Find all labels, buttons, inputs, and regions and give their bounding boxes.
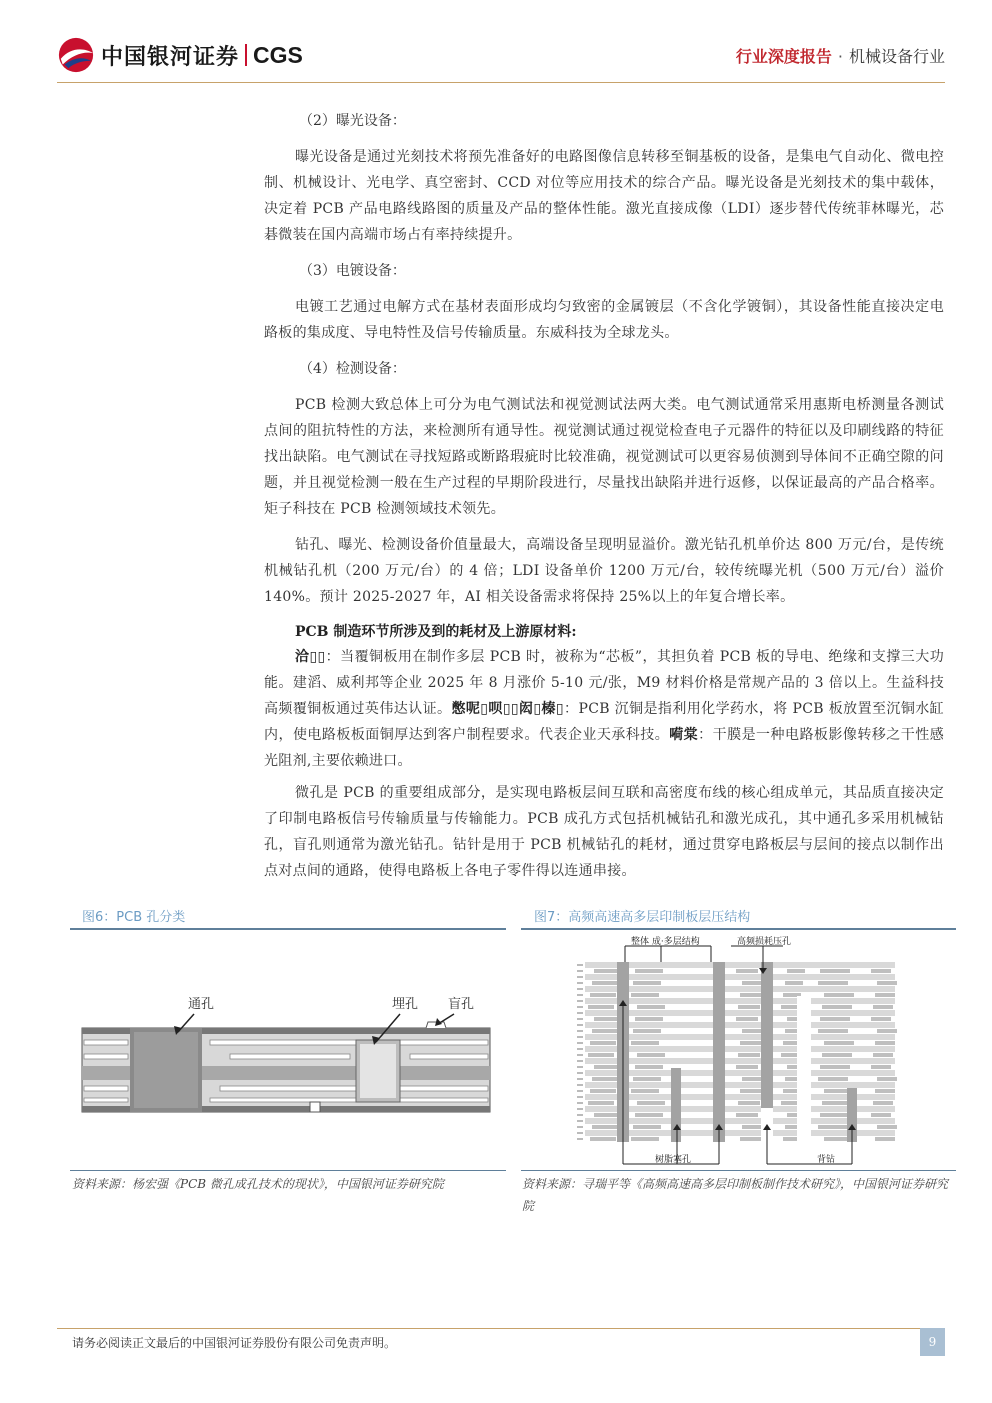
copper-trace (877, 1125, 897, 1129)
bottom-label-1: 树脂塞孔 (655, 1155, 692, 1165)
through-hole-label: 通孔 (188, 997, 215, 1012)
layer-tick (577, 1061, 583, 1062)
copper-trace (637, 1005, 665, 1009)
figure-7-title: 图7：高频高速高多层印制板层压结构 (534, 910, 751, 925)
layer-tick (577, 1085, 583, 1086)
lamination-band (585, 962, 895, 968)
copper-trace (635, 1065, 663, 1069)
copper-trace (631, 1137, 659, 1141)
lamination-band (585, 980, 895, 986)
layer-tick (577, 1013, 583, 1014)
layer-tick-labels (577, 965, 583, 1140)
layer-tick (577, 1133, 583, 1134)
figure-6-source: 资料来源：杨宏强《PCB 微孔成孔技术的现状》，中国银河证券研究院 (72, 1177, 444, 1191)
buried-hole-label: 埋孔 (392, 997, 419, 1012)
copper-trace (740, 1041, 762, 1045)
page-number: 9 (920, 1328, 945, 1356)
copper-trace (781, 1053, 799, 1057)
layer-tick (577, 1121, 583, 1122)
figure-7-bottom-rule (521, 1170, 956, 1171)
copper-trace (818, 1125, 848, 1129)
copper-trace (590, 1089, 616, 1093)
layer-tick (577, 1103, 583, 1104)
copper-trace (631, 993, 659, 997)
copper-trace (873, 1101, 893, 1105)
logo-divider (245, 44, 247, 66)
layer-tick (577, 1139, 583, 1140)
lamination-band (585, 1058, 895, 1064)
material-label-copper: 憋呢▯呗▯▯闳▯榛▯ (451, 701, 564, 717)
layer-tick (577, 965, 583, 966)
lamination-band (585, 1010, 895, 1016)
layer-tick (577, 983, 583, 984)
copper-trace (637, 1101, 665, 1105)
paragraph-materials (264, 644, 944, 774)
lamination-band (585, 1034, 895, 1040)
disclaimer-notice: 请务必阅读正文最后的中国银河证券股份有限公司免责声明。 (72, 1336, 397, 1350)
copper-trace (592, 1029, 618, 1033)
copper-trace (871, 1017, 891, 1021)
layer-tick (577, 1109, 583, 1110)
copper-trace (736, 1113, 758, 1117)
layer-tick (577, 989, 583, 990)
figure-6-top-rule (70, 928, 506, 930)
copper-trace (824, 1041, 854, 1045)
copper-trace (738, 1053, 760, 1057)
layer-tick (577, 1025, 583, 1026)
copper-trace (875, 1089, 895, 1093)
layer-tick (577, 1127, 583, 1128)
high-frequency-via (761, 962, 773, 1108)
copper-trace (740, 1137, 762, 1141)
copper-trace (873, 1005, 893, 1009)
copper-trace (631, 1041, 659, 1045)
brand-logo (57, 36, 303, 74)
layer-tick (577, 1049, 583, 1050)
copper-trace (635, 1017, 663, 1021)
top-label-1: 整体 成·多层结构 (631, 937, 700, 947)
layer-tick (577, 1097, 583, 1098)
material-label-ccl: 洽▯▯ (295, 649, 326, 665)
footer-divider (57, 1328, 945, 1329)
copper-trace (871, 1113, 891, 1117)
bottom-pad (310, 1102, 320, 1112)
copper-trace (781, 1005, 799, 1009)
layer-tick (577, 1031, 583, 1032)
copper-trace (818, 981, 848, 985)
figure-7-source: 资料来源：寻瑞平等《高频高速高多层印制板制作技术研究》，中国银河证券研究院 (522, 1177, 949, 1213)
top-label-2: 高频损耗压孔 (737, 937, 792, 947)
copper-trace (820, 1065, 850, 1069)
copper-trace (736, 1017, 758, 1021)
copper-trace (594, 1113, 620, 1117)
copper-trace (871, 969, 891, 973)
pcb-lamination-structure-diagram (521, 932, 956, 1168)
copper-trace (787, 969, 805, 973)
copper-trace (871, 1065, 891, 1069)
copper-trace (820, 1113, 850, 1117)
copper-trace (740, 1089, 762, 1093)
copper-trace (742, 1029, 764, 1033)
layer-tick (577, 1073, 583, 1074)
lamination-band (585, 986, 895, 992)
copper-trace (592, 1125, 618, 1129)
lamination-band (585, 1076, 895, 1082)
material-text-copper: ：PCB 沉铜是指利用化学药水，将 PCB 板放置至沉铜水缸内，使电路板板面铜厚达到客户制程要求。代表企业天承科技。 (264, 701, 944, 743)
layer-tick (577, 1007, 583, 1008)
copper-trace (736, 1065, 758, 1069)
lamination-band (585, 998, 895, 1004)
copper-trace (592, 981, 618, 985)
paragraph-plating: 电镀工艺通过电解方式在基材表面形成均匀致密的金属镀层（不含化学镀铜），其设备性能直接决定电路板的集成度、导电特性及信号传输质量。东威科技为全球龙头。 (264, 299, 944, 341)
paragraph-equipment-value: 钻孔、曝光、检测设备价值量最大，高端设备呈现明显溢价。激光钻孔机单价达 800 万元/台，是传统机械钻孔机（200 万元/台）的 4 倍；LDI 设备单价 1200 万元/台，较传统曝光机（500 万元/台）溢价 140%。预计 2025-2027 年，AI 相关设备需求将保持 25%以上的年复合增长率。 (264, 537, 944, 605)
lamination-band (585, 1028, 895, 1034)
lamination-band (585, 1070, 895, 1076)
figure-7-top-rule (521, 928, 956, 930)
layer-tick (577, 1067, 583, 1068)
copper-trace (594, 1065, 620, 1069)
lamination-band (585, 1082, 895, 1088)
header-separator: · (837, 47, 843, 66)
materials-heading: PCB 制造环节所涉及到的耗材及上游原材料: (295, 624, 577, 640)
paragraph-exposure: 曝光设备是通过光刻技术将预先准备好的电路图像信息转移至铜基板的设备，是集电气自动化、微电控制、机械设计、光电学、真空密封、CCD 对位等应用技术的综合产品。曝光设备是光刻技术的集中载体，决定着 PCB 产品电路线路图的质量及产品的整体性能。激光直接成像（LDI）逐步替代传统菲林曝光，芯碁微装在国内高端市场占有率持续提升。 (264, 149, 944, 243)
copper-trace (873, 1053, 893, 1057)
layer-tick (577, 1037, 583, 1038)
copper-trace (590, 993, 616, 997)
copper-trace (822, 1053, 852, 1057)
copper-trace (594, 969, 620, 973)
layer-tick (577, 995, 583, 996)
copper-trace (740, 993, 762, 997)
copper-trace (818, 1029, 848, 1033)
through-hole-fill (134, 1032, 198, 1108)
backdrill-hole (797, 996, 811, 1142)
figure-6-bottom-rule (70, 1170, 506, 1171)
copper-trace (820, 1017, 850, 1021)
copper-trace (785, 981, 803, 985)
copper-trace (635, 969, 663, 973)
subheading-plating: （3）电镀设备： (299, 263, 406, 279)
copper-trace (820, 969, 850, 973)
lamination-band (585, 1046, 895, 1052)
resin-plug-via (713, 962, 725, 1142)
pcb-hole-classification-diagram (70, 932, 506, 1168)
copper-trace (637, 1053, 665, 1057)
buried-hole-fill (360, 1044, 396, 1098)
figure-6-title: 图6：PCB 孔分类 (82, 910, 186, 925)
report-type-label: 行业深度报告 (735, 47, 832, 66)
copper-trace (631, 1089, 659, 1093)
copper-trace (738, 1005, 760, 1009)
copper-trace (818, 1077, 848, 1081)
material-label-dryfilm: 嗬棠 (669, 727, 699, 743)
logo-chinese-name: 中国银河证券 (101, 44, 240, 70)
layer-tick (577, 971, 583, 972)
copper-trace (633, 981, 661, 985)
galaxy-logo-icon (57, 36, 95, 74)
copper-trace (635, 1113, 663, 1117)
copper-trace (633, 1077, 661, 1081)
logo-english-name: CGS (253, 41, 303, 68)
paragraph-microvia: 微孔是 PCB 的重要组成部分，是实现电路板层间互联和高密度布线的核心组成单元，其品质直接决定了印制电路板信号传输质量与传输能力。PCB 成孔方式包括机械钻孔和激光成孔，其中通孔多采用机械钻孔，盲孔则通常为激光钻孔。钻针是用于 PCB 机械钻孔的耗材，通过贯穿电路板层与层间的接点以制作出点对点间的通路，使得电路板上各电子零件得以连通串接。 (264, 785, 944, 879)
copper-trace (588, 1053, 614, 1057)
layer-tick (577, 1115, 583, 1116)
copper-trace (590, 1041, 616, 1045)
blind-hole-label: 盲孔 (448, 997, 475, 1012)
copper-trace (633, 1029, 661, 1033)
lamination-band (585, 974, 895, 980)
layer-tick (577, 1043, 583, 1044)
layer-tick (577, 977, 583, 978)
subheading-inspection: （4）检测设备： (299, 361, 406, 377)
copper-trace (590, 1137, 616, 1141)
report-category (736, 44, 945, 67)
copper-trace (736, 969, 758, 973)
copper-trace (875, 993, 895, 997)
copper-trace (742, 1125, 764, 1129)
blind-via (671, 1068, 681, 1142)
material-text-dryfilm: ：干膜是一种电路板影像转移之干性感光阻剂,主要依赖进口。 (264, 727, 944, 769)
subheading-exposure: （2）曝光设备： (299, 113, 406, 129)
layer-tick (577, 1055, 583, 1056)
material-text-ccl: ：当覆铜板用在制作多层 PCB 时，被称为“芯板”，其担负着 PCB 板的导电、绝缘和支撑三大功能。建滔、威利邦等企业 2025 年 8 月涨价 5-10 元/张，M9 材料价格是常规产品的 3 倍以上。生益科技高频覆铜板通过英伟达认证。 (264, 649, 944, 717)
article-body (264, 108, 944, 894)
copper-trace (742, 1077, 764, 1081)
copper-trace (822, 1005, 852, 1009)
copper-trace (633, 1125, 661, 1129)
copper-trace (877, 1077, 897, 1081)
copper-trace (594, 1017, 620, 1021)
copper-trace (588, 1101, 614, 1105)
layer-tick (577, 1091, 583, 1092)
layer-tick (577, 1079, 583, 1080)
copper-trace (875, 1137, 895, 1141)
copper-trace (742, 981, 764, 985)
header-divider (57, 82, 945, 83)
layer-tick (577, 1001, 583, 1002)
copper-trace (875, 1041, 895, 1045)
copper-trace (592, 1077, 618, 1081)
bottom-label-2: 背钻 (817, 1155, 836, 1165)
copper-trace (877, 981, 897, 985)
lamination-band (585, 1022, 895, 1028)
page-header (0, 0, 992, 90)
industry-label: 机械设备行业 (848, 47, 945, 66)
copper-trace (588, 1005, 614, 1009)
copper-trace (824, 993, 854, 997)
copper-trace (738, 1101, 760, 1105)
copper-trace (877, 1029, 897, 1033)
paragraph-inspection: PCB 检测大致总体上可分为电气测试法和视觉测试法两大类。电气测试通常采用惠斯电桥测量各测试点间的阻抗特性的方法，来检测所有通导性。视觉测试通过视觉检查电子元器件的特征以及印刷线路的特征找出缺陷。电气测试在寻找短路或断路瑕疵时比较准确，视觉测试可以更容易侦测到导体间不正确空隙的问题，并且视觉检测一般在生产过程的早期阶段进行，尽量找出缺陷并进行返修，以保证最高的产品合格率。矩子科技在 PCB 检测领域技术领先。 (264, 397, 944, 517)
layer-tick (577, 1019, 583, 1020)
copper-trace (781, 1101, 799, 1105)
